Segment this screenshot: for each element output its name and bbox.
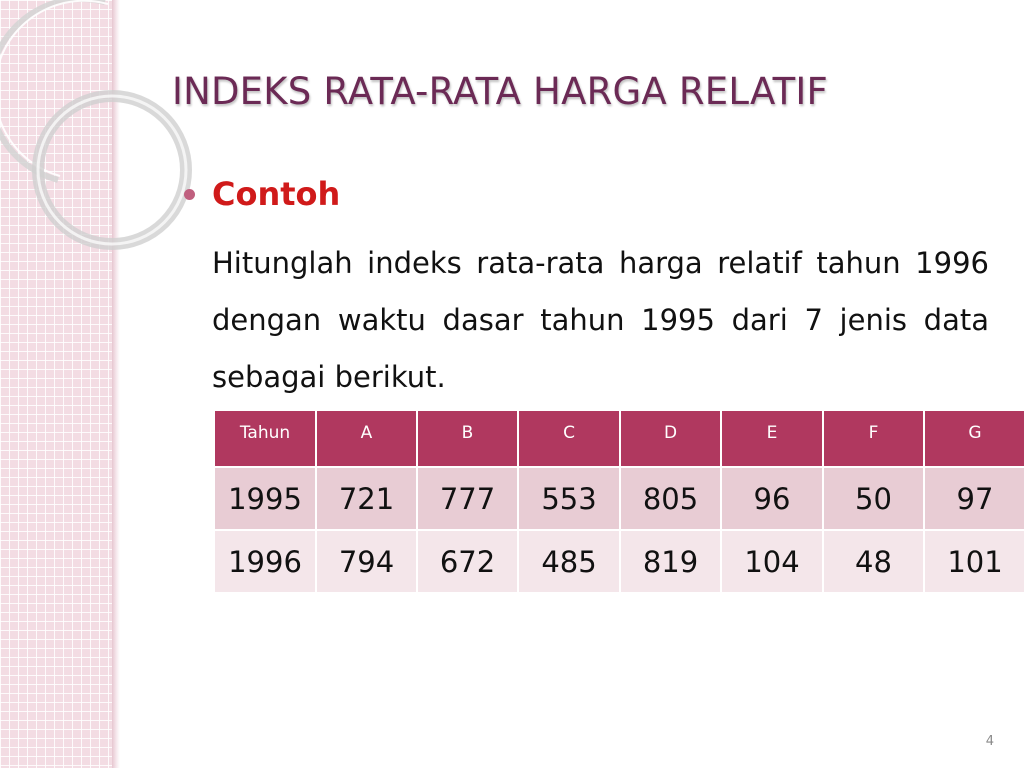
table-row [214, 530, 1024, 593]
slide-title: INDEKS RATA-RATA HARGA RELATIF [172, 70, 829, 113]
table-cell: 485 [518, 530, 620, 593]
table-cell: 97 [924, 467, 1024, 530]
table-cell: 721 [316, 467, 417, 530]
bullet-icon [184, 189, 195, 200]
table-cell: 805 [620, 467, 721, 530]
bullet-item [184, 175, 340, 213]
table-cell: 101 [924, 530, 1024, 593]
table-header-row [214, 410, 1024, 467]
side-decoration-edge [112, 0, 120, 768]
page-number: 4 [985, 734, 994, 749]
header-cell: B [417, 410, 518, 467]
table-cell: 1996 [214, 530, 316, 593]
table-cell: 819 [620, 530, 721, 593]
table-cell: 104 [721, 530, 823, 593]
table-cell: 1995 [214, 467, 316, 530]
header-cell: F [823, 410, 924, 467]
header-cell: E [721, 410, 823, 467]
table-cell: 777 [417, 467, 518, 530]
data-table [213, 409, 1024, 594]
body-paragraph: Hitunglah indeks rata-rata harga relatif tahun 1996 dengan waktu dasar tahun 1995 dari 7 jenis data sebagai berikut. [212, 246, 989, 394]
table-row [214, 467, 1024, 530]
bullet-label: Contoh [212, 175, 341, 213]
header-cell: A [316, 410, 417, 467]
table-cell: 553 [518, 467, 620, 530]
table-cell: 96 [721, 467, 823, 530]
side-decoration-strip [0, 0, 112, 768]
table-cell: 794 [316, 530, 417, 593]
table-cell: 50 [823, 467, 924, 530]
header-cell: Tahun [214, 410, 316, 467]
header-cell: D [620, 410, 721, 467]
table-cell: 672 [417, 530, 518, 593]
header-cell: G [924, 410, 1024, 467]
table-cell: 48 [823, 530, 924, 593]
header-cell: C [518, 410, 620, 467]
